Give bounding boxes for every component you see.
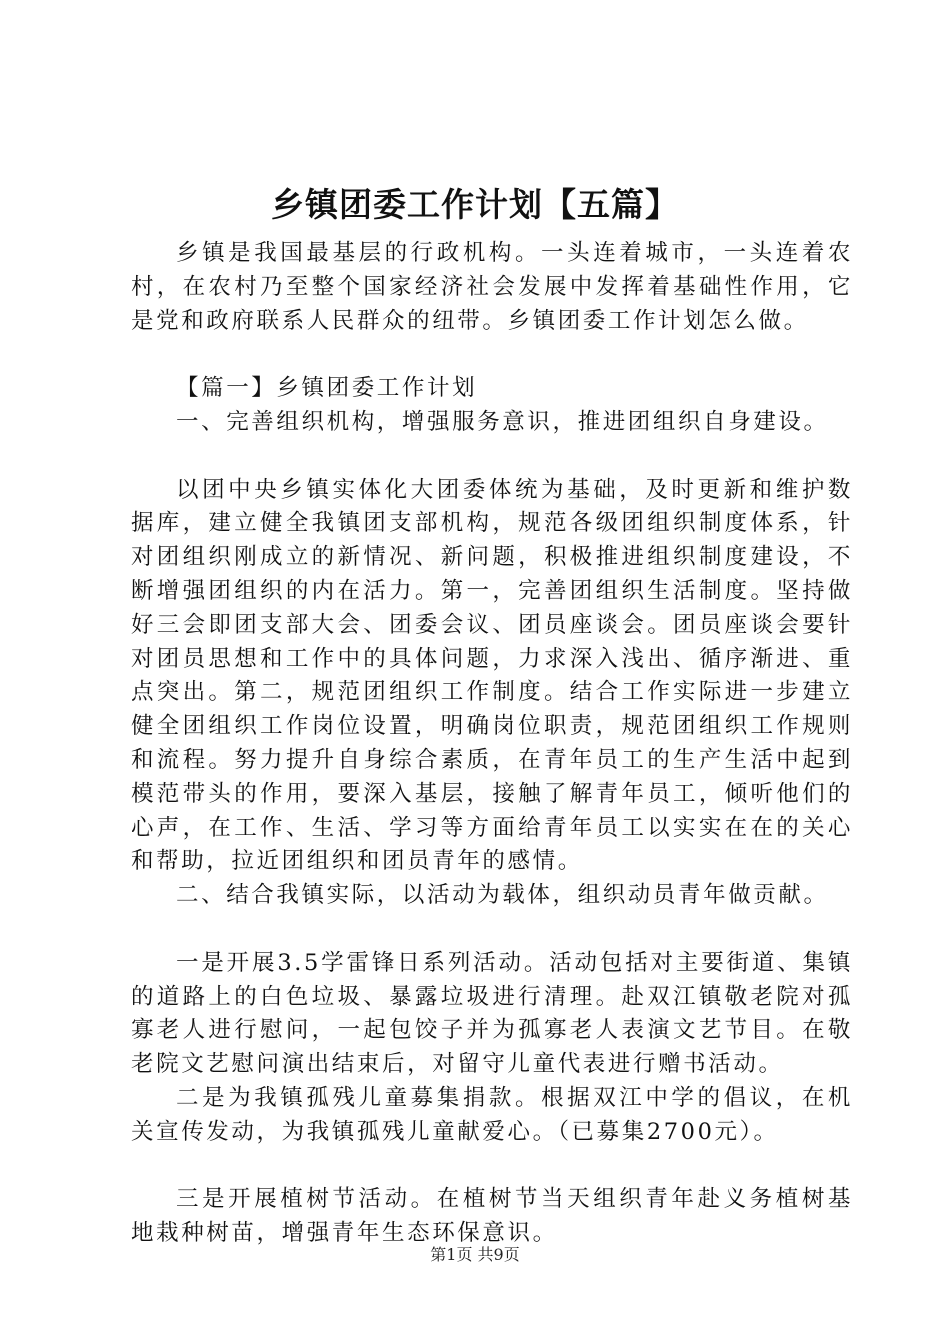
item-heading-1: 一、完善组织机构，增强服务意识，推进团组织自身建设。 [176,408,829,435]
paragraph-spacer [131,1150,853,1184]
paragraph-spacer [131,440,853,474]
section-heading: 【篇一】乡镇团委工作计划 [176,375,478,402]
activity-paragraph-1: 一是开展3.5学雷锋日系列活动。活动包括对主要街道、集镇的道路上的白色垃圾、暴露垃圾进行清理。赴双江镇敬老院对孤寡老人进行慰问，一起包饺子并为孤寡老人表演文艺节目。在敬老院文艺慰问演出结束后，对留守儿童代表进行赠书活动。 [131,949,853,1078]
intro-paragraph: 乡镇是我国最基层的行政机构。一头连着城市，一头连着农村，在农村乃至整个国家经济社会发展中发挥着基础性作用，它是党和政府联系人民群众的纽带。乡镇团委工作计划怎么做。 [131,240,853,334]
document-body [131,237,853,1251]
item-heading-2: 二、结合我镇实际，以活动为载体，组织动员青年做贡献。 [176,882,829,909]
item-body-1: 以团中央乡镇实体化大团委体统为基础，及时更新和维护数据库，建立健全我镇团支部机构，规范各级团组织制度体系，针对团组织刚成立的新情况、新问题，积极推进组织制度建设，不断增强团组织的内在活力。第一，完善团组织生活制度。坚持做好三会即团支部大会、团委会议、团员座谈会。团员座谈会要针对团员思想和工作中的具体问题，力求深入浅出、循序渐进、重点突出。第二，规范团组织工作制度。结合工作实际进一步建立健全团组织工作岗位设置，明确岗位职责，规范团组织工作规则和流程。努力提升自身综合素质，在青年员工的生产生活中起到模范带头的作用，要深入基层，接触了解青年员工，倾听他们的心声，在工作、生活、学习等方面给青年员工以实实在在的关心和帮助，拉近团组织和团员青年的感情。 [131,476,853,875]
activity-paragraph-3: 三是开展植树节活动。在植树节当天组织青年赴义务植树基地栽种树苗，增强青年生态环保意识。 [131,1186,853,1247]
paragraph-spacer [131,338,853,372]
activity-paragraph-2: 二是为我镇孤残儿童募集捐款。根据双江中学的倡议，在机关宣传发动，为我镇孤残儿童献爱心。（已募集2700元）。 [131,1084,853,1145]
page-footer: 第1页 共9页 [430,1245,520,1264]
paragraph-spacer [131,913,853,947]
document-title: 乡镇团委工作计划【五篇】 [271,185,679,224]
